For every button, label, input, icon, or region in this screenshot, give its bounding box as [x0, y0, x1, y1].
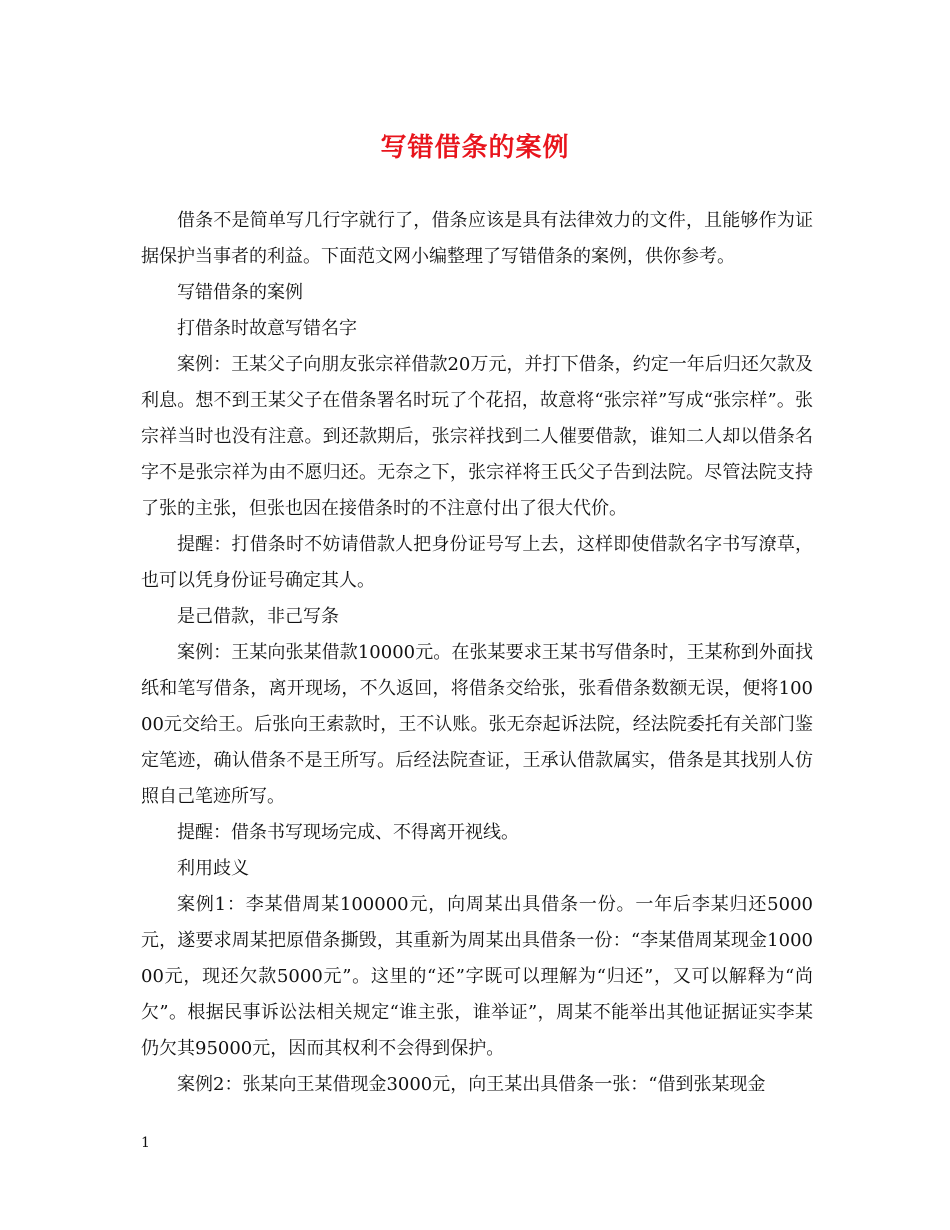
paragraph-tip-id-number: 提醒：打借条时不妨请借款人把身份证号写上去，这样即使借款名字书写潦草，也可以凭身份证号确定其人。 — [141, 534, 813, 591]
paragraph-tip-on-site: 提醒：借条书写现场完成、不得离开视线。 — [177, 822, 519, 843]
paragraph-heading-wrong-name: 打借条时故意写错名字 — [177, 318, 357, 339]
paragraph-heading-ambiguity: 利用歧义 — [177, 858, 249, 879]
paragraph-case-wrong-name: 案例：王某父子向朋友张宗祥借款20万元，并打下借条，约定一年后归还欠款及利息。想不到王某父子在借条署名时玩了个花招，故意将“张宗祥”写成“张宗样”。张宗祥当时也没有注意。到还款期后，张宗祥找到二人催要借款，谁知二人却以借条名字不是张宗祥为由不愿归还。无奈之下，张宗祥将王氏父子告到法院。尽管法院支持了张的主张，但张也因在接借条时的不注意付出了很大代价。 — [141, 354, 813, 519]
paragraph-case-1: 案例1：李某借周某100000元，向周某出具借条一份。一年后李某归还5000元，遂要求周某把原借条撕毁，其重新为周某出具借条一份：“李某借周某现金100000元，现还欠款5000元”。这里的“还”字既可以理解为“归还”，又可以解释为“尚欠”。根据民事诉讼法相关规定“谁主张，谁举证”，周某不能举出其他证据证实李某仍欠其95000元，因而其权利不会得到保护。 — [141, 894, 813, 1059]
paragraph-heading-not-own-writing: 是己借款，非己写条 — [177, 606, 339, 627]
paragraph-intro: 借条不是简单写几行字就行了，借条应该是具有法律效力的文件，且能够作为证据保护当事者的利益。下面范文网小编整理了写错借条的案例，供你参考。 — [141, 210, 813, 267]
page-title: 写错借条的案例 — [380, 133, 570, 163]
document-body — [141, 203, 813, 1103]
paragraph-case-not-own-writing: 案例：王某向张某借款10000元。在张某要求王某书写借条时，王某称到外面找纸和笔写借条，离开现场，不久返回，将借条交给张，张看借条数额无误，便将10000元交给王。后张向王索款时，王不认账。张无奈起诉法院，经法院委托有关部门鉴定笔迹，确认借条不是王所写。后经法院查证，王承认借款属实，借条是其找别人仿照自己笔迹所写。 — [141, 642, 813, 807]
page-number: 1 — [141, 1135, 150, 1151]
paragraph-heading-cases: 写错借条的案例 — [177, 282, 303, 303]
paragraph-case-2: 案例2：张某向王某借现金3000元，向王某出具借条一张：“借到张某现金 — [177, 1074, 766, 1095]
